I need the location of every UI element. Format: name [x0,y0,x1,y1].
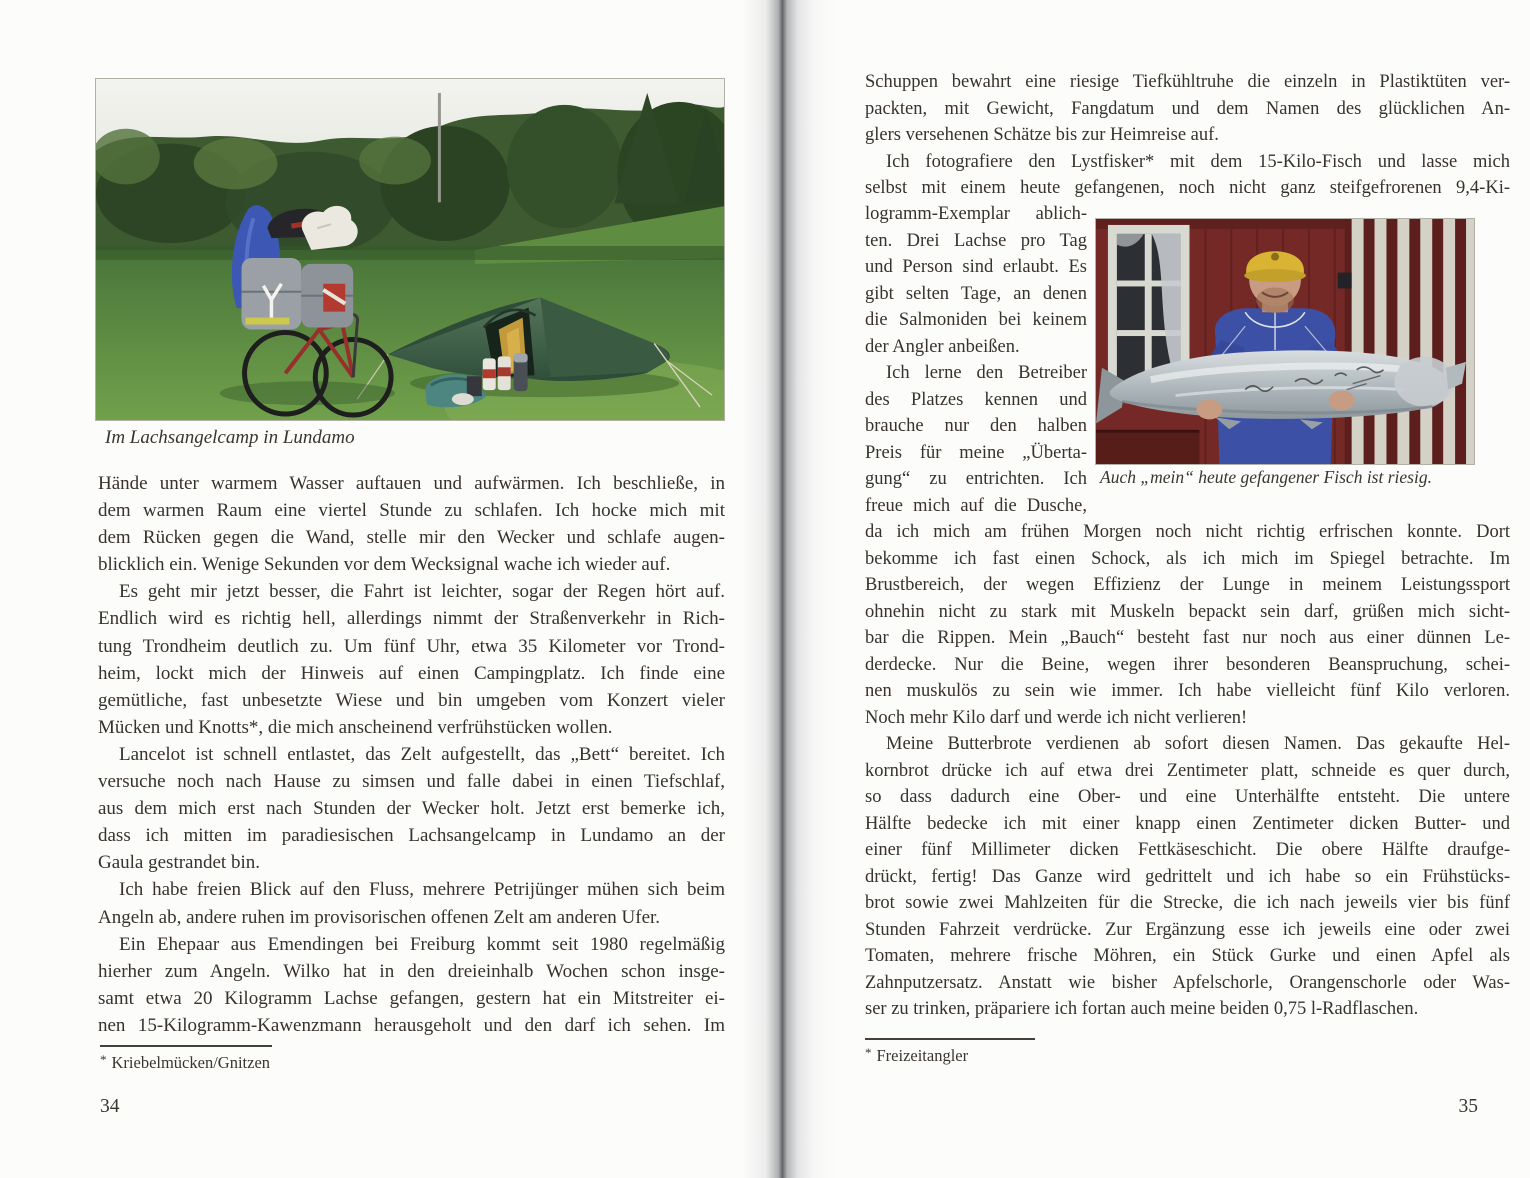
text-line: die Salmoniden bei keinem [865,310,1087,330]
text-line: kornbrot drücke ich auf etwa drei Zentimeter platt, schneide es quer durch, [865,760,1510,781]
footnote-text: Kriebelmücken/Gnitzen [111,1053,271,1072]
text-line: aus dem mich erst nach Stunden der Wecker holt. Jetzt erst bemerke ich, [98,798,725,820]
page-number-left: 34 [100,1096,120,1117]
text-line: dem Rücken gegen die Wand, stelle mir den Wecker und schlafe augen- [98,527,725,549]
text-line: und Person sind erlaubt. Es [865,257,1087,277]
fisherman-photo-illustration [1096,219,1474,464]
text-line: brot sowie zwei Mahlzeiten für die Strecke, die ich nach jeweils vier bis fünf [865,893,1510,913]
text-line: Ich lerne den Betreiber [886,363,1087,383]
text-line: hierher zum Angeln. Wilko hat in den dreieinhalb Wochen schon insge- [98,960,725,982]
text-line: logramm-Exemplar ablich- [865,204,1087,224]
text-line: Es geht mir jetzt besser, die Fahrt ist leichter, sogar der Regen hört auf. [119,581,725,603]
text-line: einer fünf Millimeter dicken Fettkäseschicht. Die obere Hälfte draufge- [865,840,1510,860]
right-body-text [865,519,1510,1023]
text-line: Schuppen bewahrt eine riesige Tiefkühltruhe die einzeln in Plastiktüten ver- [865,72,1510,92]
text-line: glers versehenen Schätze bis zur Heimreise auf. [865,125,1219,145]
footnote-marker: * [100,1052,107,1067]
text-line: nen 15-Kilogramm-Kawenzmann herausgeholt und den darf ich sehen. Im [98,1014,725,1036]
text-line: Zahnputzersatz. Anstatt wie bisher Apfelschorle, Orangenschorle oder Was- [865,972,1510,993]
text-line: blicklich ein. Wenige Sekunden vor dem Wecksignal wache ich wieder auf. [98,554,671,576]
text-line: packten, mit Gewicht, Fangdatum und dem Namen des glücklichen An- [865,98,1510,119]
right-intro-text [865,69,1510,202]
text-line: Ich habe freien Blick auf den Fluss, mehrere Petrijünger mühen sich beim [119,879,725,901]
text-line: dem warmen Raum eine viertel Stunde zu schlafen. Ich hocke mich mit [98,500,725,522]
text-line: freue mich auf die Dusche, [865,495,1087,516]
camp-photo-caption: Im Lachsangelcamp in Lundamo [105,427,355,448]
text-line: Gaula gestrandet bin. [98,852,260,874]
text-line: dass ich mitten im paradiesischen Lachsangelcamp in Lundamo an der [98,825,725,847]
text-line: bar die Rippen. Mein „Bauch“ besteht fast nur noch aus einer dünnen Le- [865,628,1510,648]
text-line: drückt, fertig! Das Ganze wird gedrittelt und ich habe so ein Frühstücks- [865,866,1510,887]
photo-bottom-shadow [1096,431,1199,464]
page-number-right: 35 [1458,1096,1478,1117]
left-text-column [98,470,725,1039]
text-line: Preis für meine „Überta- [865,442,1087,463]
text-line: Hälfte bedecke ich mit einer knapp einen Zentimeter dicken Butter- und [865,813,1510,834]
text-line: brauche nur den halben [865,416,1087,436]
text-line: Mücken und Knotts*, die mich anscheinend verfrühstücken wollen. [98,716,613,738]
text-line: samt etwa 20 Kilogramm Lachse gefangen, gestern hat ein Mitstreiter ei- [98,987,725,1009]
footnote-rule-left [100,1045,272,1047]
text-line: Lancelot ist schnell entlastet, das Zelt aufgestellt, das „Bett“ bereitet. Ich [119,743,725,765]
text-line: Endlich wird es richtig hell, allerdings nimmt der Straßenverkehr in Rich- [98,608,725,630]
text-line: des Platzes kennen und [865,389,1087,410]
text-line: Ein Ehepaar aus Emendingen bei Freiburg kommt seit 1980 regelmäßig [119,933,725,955]
right-narrow-text [865,201,1087,519]
text-line: tung Trondheim deutlich zu. Um fünf Uhr, etwa 35 Kilometer vor Trond- [98,635,725,657]
text-line: ohnehin nicht zu stark mit Muskeln bepackt sein darf, grüßen mich sicht- [865,601,1510,622]
text-line: heim, lockt mich der Hinweis auf einen Campingplatz. Ich finde eine [98,662,725,684]
footnote-marker: * [865,1045,872,1060]
text-line: derdecke. Nur die Beine, wegen ihrer besonderen Beanspruchung, schei- [865,654,1510,675]
striped-door [1338,219,1474,464]
text-line: Tomaten, mehrere frische Möhren, ein Stück Gurke und einen Apfel als [865,946,1510,966]
text-line: da ich mich am frühen Morgen noch nicht richtig erfrischen konnte. Dort [865,522,1510,542]
footnote-left [100,1052,270,1073]
text-line: gemütliche, fast unbesetzte Wiese und bin umgeben vom Konzert vieler [98,689,725,711]
footnote-text: Freizeitangler [876,1046,969,1065]
text-line: der Angler anbeißen. [865,336,1020,357]
text-line: Angeln ab, andere ruhen im provisorischen offenen Zelt am anderen Ufer. [98,906,661,928]
text-line: ser zu trinken, präpariere ich fortan auch meine beiden 0,75 l-Radflaschen. [865,999,1419,1019]
text-line: bekomme ich fast einen Schock, als ich mich im Spiegel betrachte. Im [865,548,1510,569]
camp-photo [95,78,725,421]
text-line: Hände unter warmem Wasser auftauen und aufwärmen. Ich beschließe, in [98,473,725,494]
fisherman-photo [1095,218,1475,465]
text-line: Meine Butterbrote verdienen ab sofort diesen Namen. Das gekaufte Hel- [886,734,1510,754]
fisherman-photo-caption: Auch „mein“ heute gefangener Fisch ist riesig. [1100,467,1432,487]
text-line: ten. Drei Lachse pro Tag [865,230,1087,251]
camp-photo-illustration [96,79,724,420]
book-gutter-shadow [742,0,838,1178]
text-line: Stunden Fahrzeit verdrücke. Zur Ergänzung esse ich jeweils eine oder zwei [865,919,1510,940]
text-line: Brustbereich, der wegen Effizienz der Lunge in meinem Leistungssport [865,575,1510,595]
text-line: nen muskulös zu sein wie immer. Ich habe vielleicht fünf Kilo verloren. [865,681,1510,701]
footnote-rule-right [865,1038,1035,1040]
text-line: Ich fotografiere den Lystfisker* mit dem 15-Kilo-Fisch und lasse mich [886,151,1510,172]
text-line: gibt selten Tage, an denen [865,283,1087,304]
text-line: versuche noch nach Hause zu simsen und falle dabei in einen Tiefschlaf, [98,771,725,793]
text-line: gung“ zu entrichten. Ich [865,469,1087,489]
footnote-right [865,1045,968,1066]
text-line: so dass dadurch eine Ober- und eine Unterhälfte entsteht. Die untere [865,787,1510,807]
text-line: selbst mit einem heute gefangenen, noch nicht ganz steifgefrorenen 9,4-Ki- [865,178,1510,198]
text-line: Noch mehr Kilo darf und werde ich nicht verlieren! [865,707,1248,728]
